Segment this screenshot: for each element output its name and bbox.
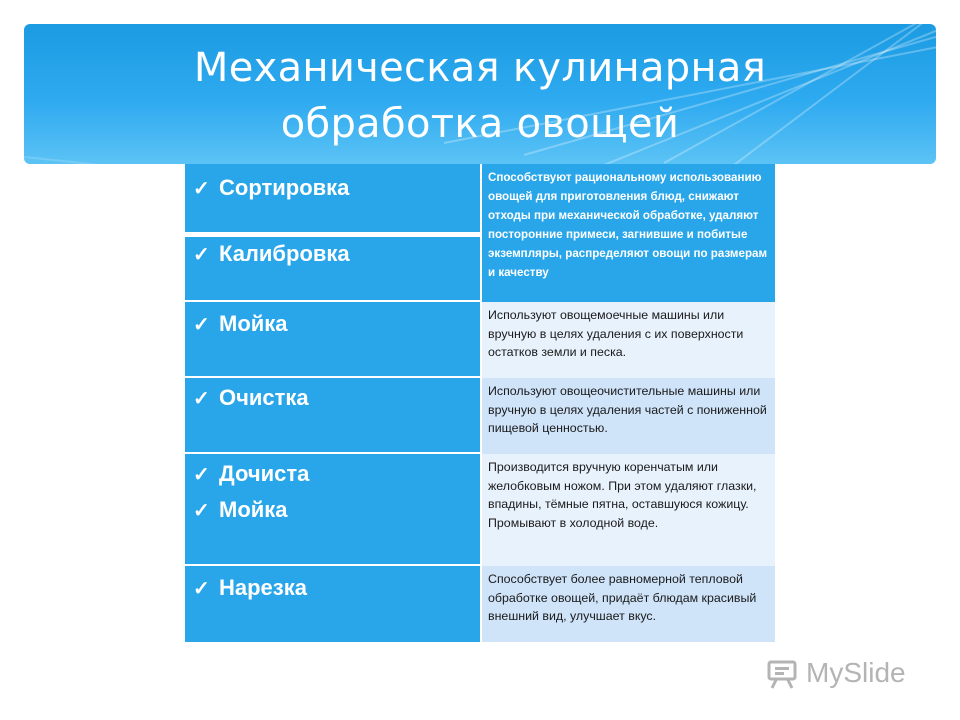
description-cell <box>482 302 775 378</box>
list-item <box>193 460 309 489</box>
page-title <box>24 40 936 152</box>
table-row-calibration <box>185 234 480 302</box>
item-label: Калибровка <box>219 241 350 266</box>
description-cell <box>482 566 775 642</box>
list-item <box>193 240 350 269</box>
description-cell <box>482 454 775 566</box>
table-row-sorting <box>185 164 480 234</box>
checkmark-icon: ✓ <box>193 314 210 336</box>
table-row-final-cleaning <box>185 454 480 566</box>
checkmark-icon: ✓ <box>193 464 210 486</box>
description-text: Способствуют рациональному использованию овощей для приготовления блюд, снижают отходы при механической обработке, удаляют посторонние примеси, загнившие и побитые экземпляры, распределяют овощи по размерам и качеству <box>488 171 768 279</box>
checkmark-icon: ✓ <box>193 388 210 410</box>
list-item <box>193 496 288 525</box>
merged-description-cell <box>482 164 775 302</box>
item-label: Мойка <box>219 497 288 522</box>
description-text: Используют овощеочистительные машины или вручную в целях удаления частей с пониженной пищевой ценностью. <box>488 384 767 436</box>
list-item <box>193 574 307 603</box>
checkmark-icon: ✓ <box>193 578 210 600</box>
description-text: Производится вручную коренчатым или желобковым ножом. При этом удаляют глазки, впадины, тёмные пятна, оставшуюся кожицу. Промывают в холодной воде. <box>488 460 757 530</box>
checkmark-icon: ✓ <box>193 178 210 200</box>
item-label: Мойка <box>219 311 288 336</box>
list-item <box>193 384 309 413</box>
list-item <box>193 174 349 203</box>
description-cell <box>482 378 775 454</box>
table-row-cutting <box>185 566 480 642</box>
logo-text: MySlide <box>806 657 906 688</box>
item-label: Дочиста <box>219 461 310 486</box>
table-row-washing <box>185 302 480 378</box>
item-label: Нарезка <box>219 575 307 600</box>
title-line-2: обработка овощей <box>280 101 680 147</box>
checkmark-icon: ✓ <box>193 500 210 522</box>
item-label: Сортировка <box>219 175 350 200</box>
presentation-board-icon <box>766 659 800 687</box>
myslide-logo <box>766 655 906 691</box>
table-row-peeling <box>185 378 480 454</box>
description-text: Используют овощемоечные машины или вручную в целях удаления с их поверхности остатков земли и песка. <box>488 308 744 360</box>
description-text: Способствует более равномерной тепловой обработке овощей, придаёт блюдам красивый внешний вид, улучшает вкус. <box>488 572 757 624</box>
title-line-1: Механическая кулинарная <box>193 45 767 91</box>
list-item <box>193 310 288 339</box>
checkmark-icon: ✓ <box>193 244 210 266</box>
item-label: Очистка <box>219 385 309 410</box>
